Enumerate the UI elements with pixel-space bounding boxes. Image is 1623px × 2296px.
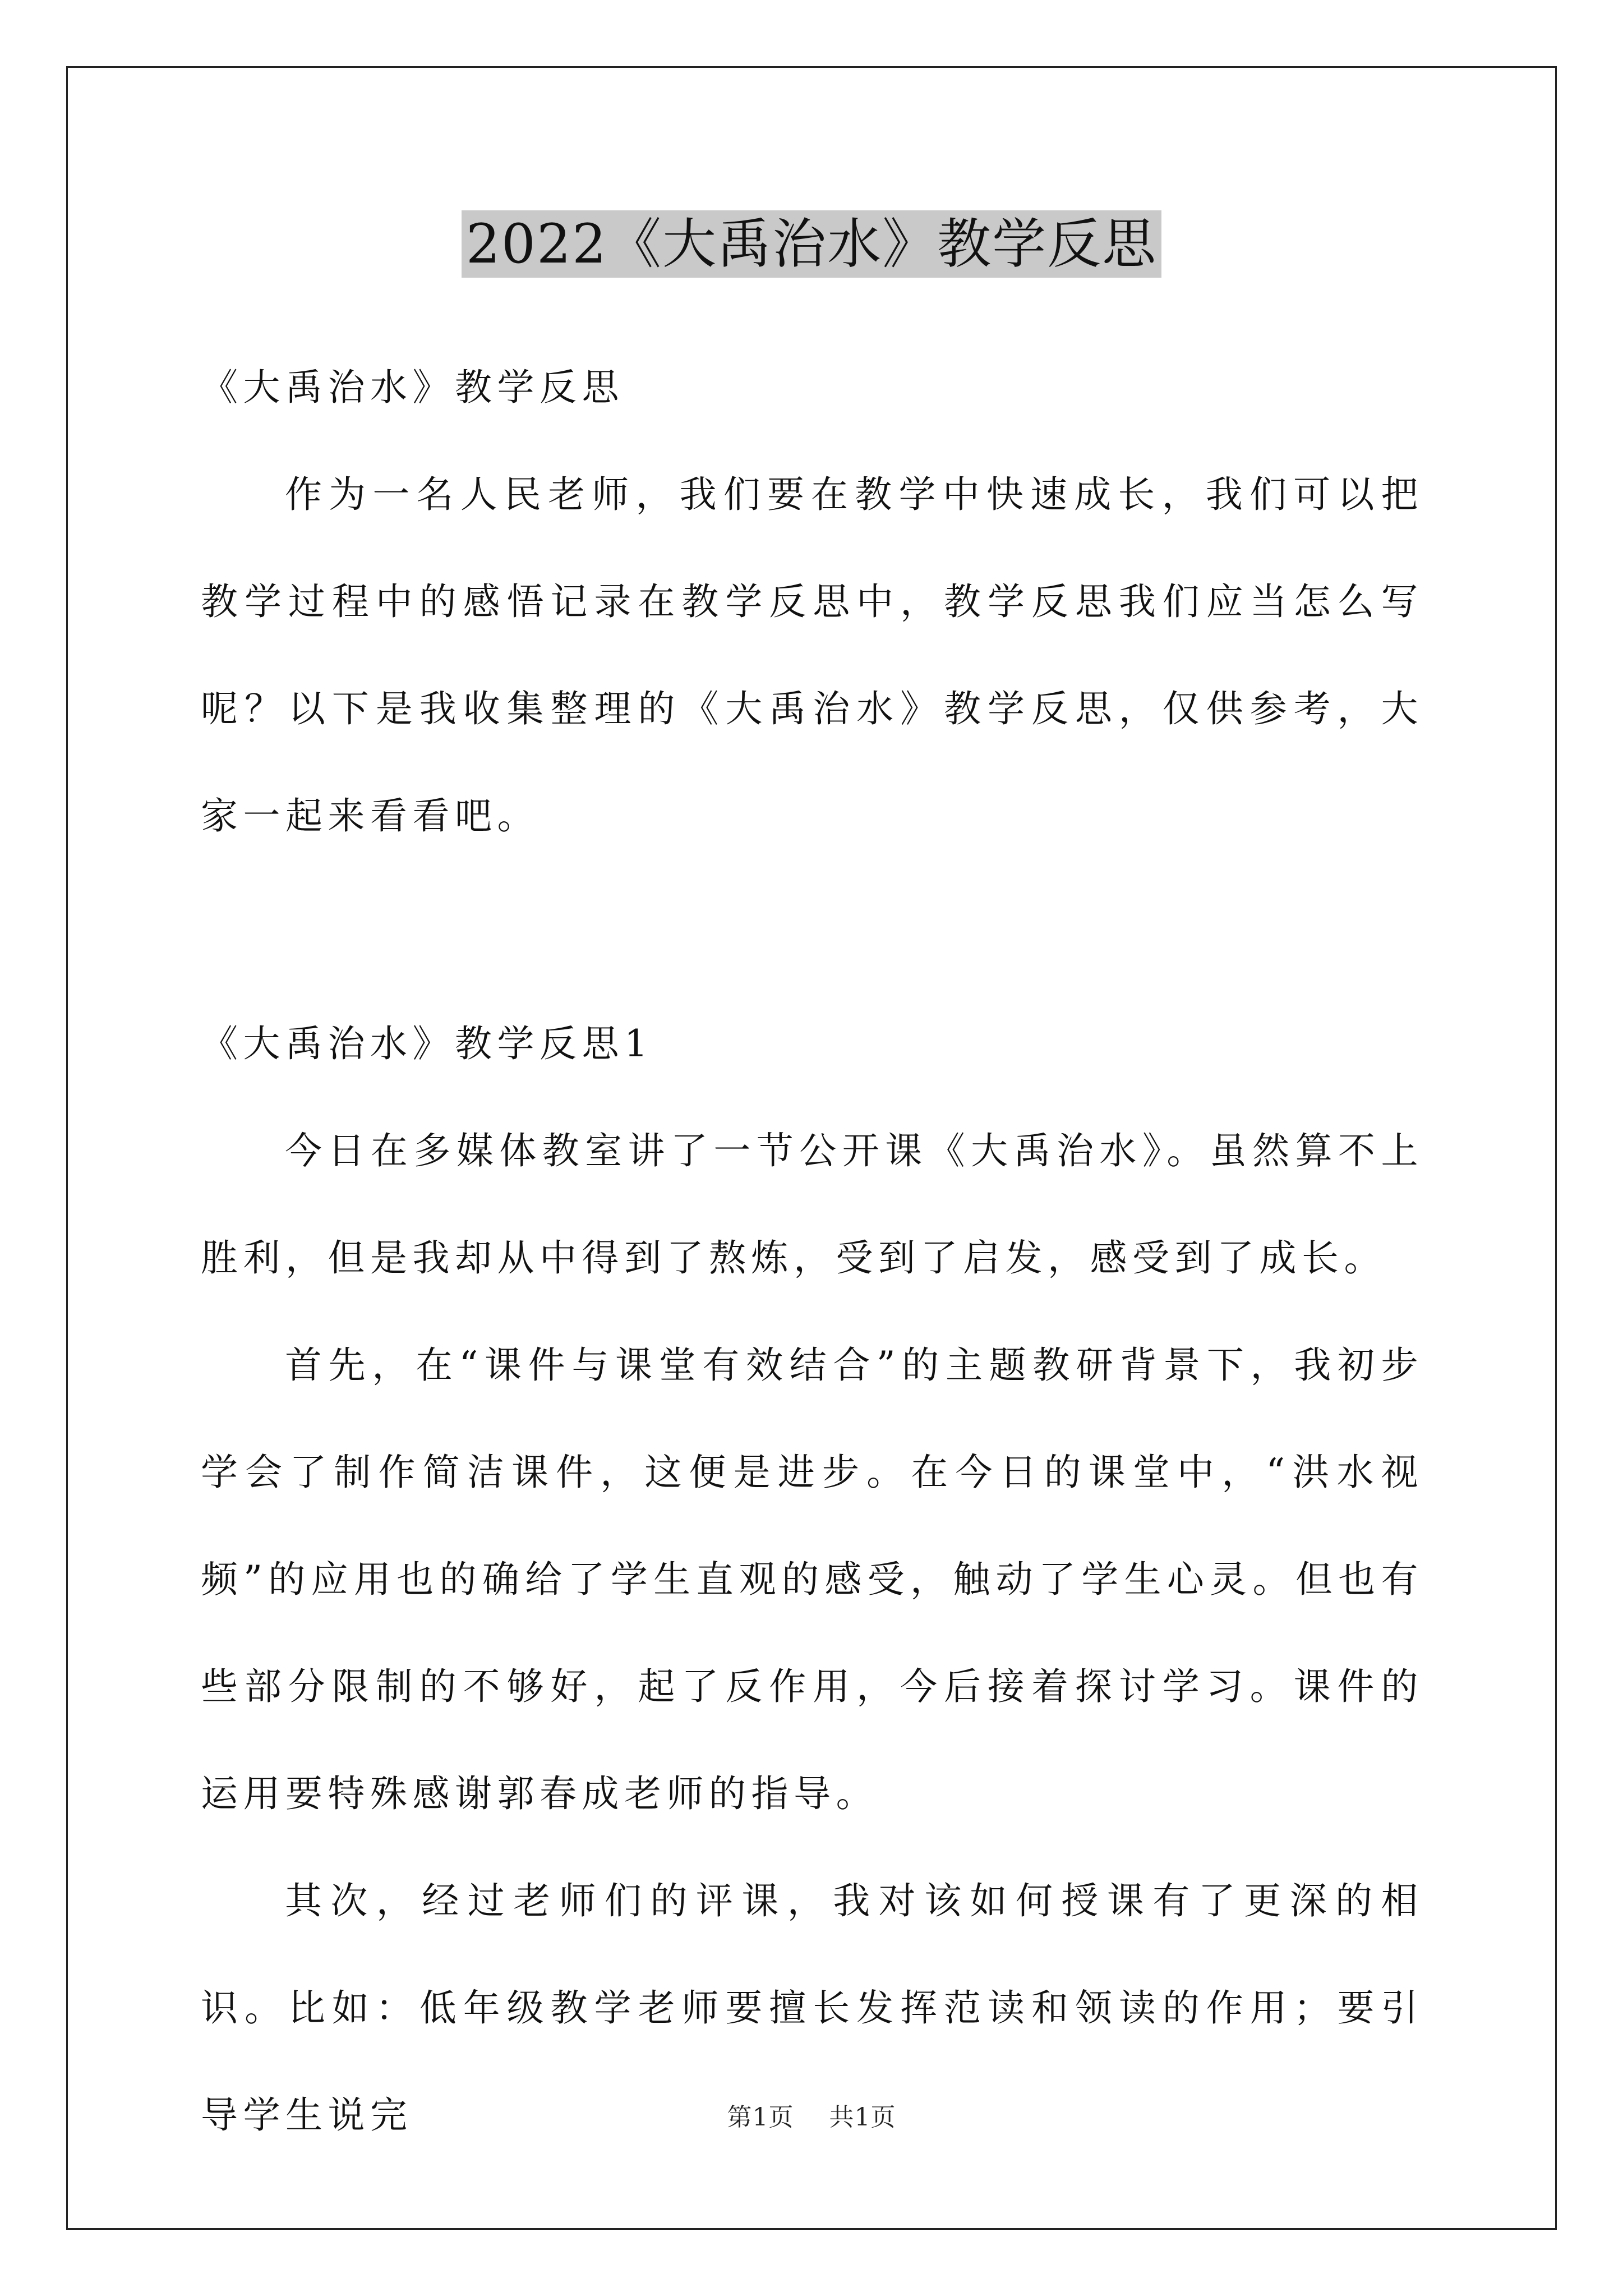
page-total: 共1页	[829, 2103, 896, 2132]
body-paragraph: 首先，在“课件与课堂有效结合”的主题教研背景下，我初步学会了制作简洁课件，这便是进步。在今日的课堂中，“洪水视频”的应用也的确给了学生直观的感受，触动了学生心灵。但也有些部分限制的不够好，起了反作用，今后接着探讨学习。课件的运用要特殊感谢郭春成老师的指导。	[201, 1343, 1423, 1815]
body-paragraph: 今日在多媒体教室讲了一节公开课《大禹治水》。虽然算不上胜利，但是我却从中得到了熬炼，受到了启发，感受到了成长。	[201, 1129, 1423, 1280]
document-title-text: 2022《大禹治水》教学反思	[462, 210, 1161, 278]
intro-paragraph: 作为一名人民老师，我们要在教学中快速成长，我们可以把教学过程中的感悟记录在教学反思中，教学反思我们应当怎么写呢？以下是我收集整理的《大禹治水》教学反思，仅供参考，大家一起来看看吧。	[201, 473, 1423, 838]
document-title	[0, 208, 1623, 280]
document-subtitle: 《大禹治水》教学反思	[201, 366, 624, 409]
page-number: 第1页	[727, 2103, 794, 2132]
document-body-intro	[201, 334, 1423, 869]
page-footer	[0, 2097, 1623, 2133]
document-body-section1	[201, 990, 1423, 2169]
section-heading: 《大禹治水》教学反思1	[201, 1022, 653, 1065]
body-paragraph: 其次，经过老师们的评课，我对该如何授课有了更深的相识。比如：低年级教学老师要擅长发挥范读和领读的作用；要引导学生说完	[201, 1879, 1423, 2137]
